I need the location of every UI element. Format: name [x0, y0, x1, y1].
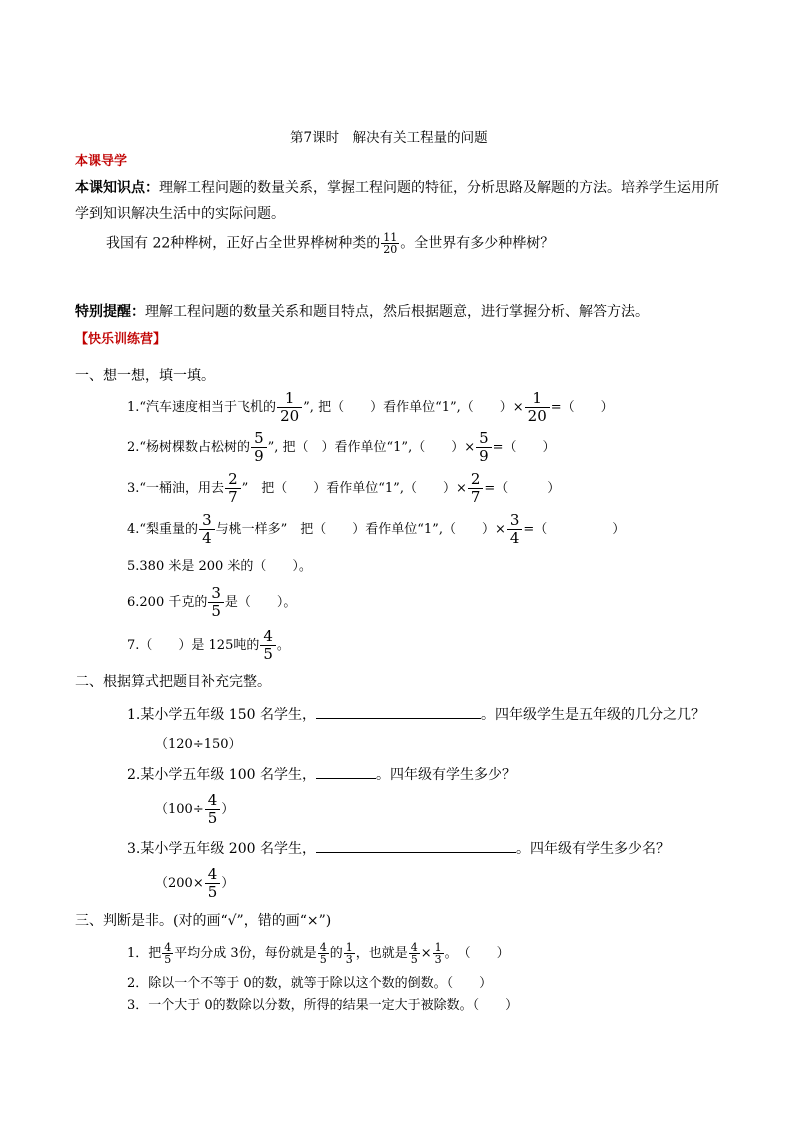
example-problem — [106, 232, 554, 255]
fraction: $\frac{2}{7}$ — [225, 471, 241, 506]
s1-question-3: 3.“一桶油，用去 $\frac{2}{7}$ ” 把（ ）看作单位“1”,（ ）× $\frac{2}{7}$ =（ ） — [127, 470, 561, 506]
reminder-label: 特别提醒： — [75, 304, 145, 320]
fraction: $\frac{5}{9}$ — [476, 430, 492, 465]
s2-formula-1: （120÷150） — [155, 737, 242, 752]
s3-question-3: 3．一个大于 0的数除以分数，所得的结果一定大于被除数。（ ） — [127, 998, 519, 1013]
section1-heading: 一、想一想，填一填。 — [75, 368, 215, 384]
section2-heading: 二、根据算式把题目补充完整。 — [75, 674, 271, 690]
s1-question-5: 5.380 米是 200 米的（ ）。 — [127, 559, 312, 574]
fraction: $\frac{4}{5}$ — [164, 941, 172, 966]
s2-question-3: 3.某小学五年级 200 名学生， 。四年级有学生多少名？ — [127, 838, 670, 859]
reminder-text: 理解工程问题的数量关系和题目特点，然后根据题意，进行掌握分析、解答方法。 — [145, 304, 649, 320]
s3-question-2: 2．除以一个不等于 0的数，就等于除以这个数的倒数。（ ） — [127, 976, 493, 991]
fraction: $\frac{4}{5}$ — [410, 941, 418, 966]
knowledge-point-cont: 学到知识解决生活中的实际问题。 — [75, 206, 285, 222]
fraction: $\frac{11}{20}$ — [383, 231, 398, 256]
practice-heading: 【快乐训练营】 — [75, 332, 167, 347]
fraction: $\frac{3}{4}$ — [507, 512, 523, 547]
section3-heading: 三、判断是非。(对的画“√”，错的画“×”) — [75, 913, 332, 929]
fraction: $\frac{2}{7}$ — [468, 471, 484, 506]
fraction: $\frac{1}{20}$ — [525, 390, 550, 425]
knowledge-point-text: 理解工程问题的数量关系，掌握工程问题的特征，分析思路及解题的方法。培养学生运用所 — [159, 180, 719, 196]
fraction: $\frac{1}{20}$ — [277, 390, 302, 425]
answer-blank[interactable] — [316, 704, 481, 719]
special-reminder — [75, 302, 649, 322]
s2-question-1: 1.某小学五年级 150 名学生， 。四年级学生是五年级的几分之几？ — [127, 704, 705, 725]
s2-question-2: 2.某小学五年级 100 名学生， 。四年级有学生多少？ — [127, 764, 516, 785]
fraction: $\frac{1}{3}$ — [345, 941, 353, 966]
fraction: $\frac{4}{5}$ — [205, 792, 221, 827]
s2-formula-3: （200× $\frac{4}{5}$ ） — [155, 865, 235, 901]
example-text: 我国有 22种桦树，正好占全世界桦树种类的 — [106, 235, 381, 252]
fraction: $\frac{5}{9}$ — [251, 430, 267, 465]
s1-question-6: 6.200 千克的 $\frac{3}{5}$ 是（ ）。 — [127, 584, 297, 620]
knowledge-point-label: 本课知识点： — [75, 180, 159, 196]
s1-question-1: 1.“汽车速度相当于飞机的 $\frac{1}{20}$ ”, 把（ ）看作单位“1”,（ ）× $\frac{1}{20}$ =（ ） — [127, 389, 614, 425]
s1-question-4: 4.“梨重量的 $\frac{3}{4}$ 与桃一样多” 把（ ）看作单位“1”,（ ）× $\frac{3}{4}$ =（ ） — [127, 511, 626, 547]
fraction: $\frac{4}{5}$ — [205, 866, 221, 901]
fraction: $\frac{4}{5}$ — [260, 628, 276, 663]
fraction: $\frac{1}{3}$ — [434, 941, 442, 966]
answer-blank[interactable] — [316, 764, 376, 779]
s1-question-2: 2.“杨树棵数占松树的 $\frac{5}{9}$ ”, 把（ ）看作单位“1”,（ ）× $\frac{5}{9}$ =（ ） — [127, 429, 556, 465]
fraction: $\frac{4}{5}$ — [319, 941, 327, 966]
fraction: $\frac{3}{4}$ — [199, 512, 215, 547]
answer-blank[interactable] — [316, 838, 516, 853]
s2-formula-2: （100÷ $\frac{4}{5}$ ） — [155, 791, 235, 827]
guide-heading: 本课导学 — [75, 154, 128, 169]
example-text-end: 。全世界有多少种桦树？ — [400, 235, 555, 252]
s3-question-1: 1．把 $\frac{4}{5}$ 平均分成 3份，每份就是 $\frac{4}{5}$ 的 $\frac{1}{3}$ ，也就是 $\frac{4}{5}$ × $\frac{1}{3}$ 。 （ ） — [127, 941, 510, 966]
fraction: $\frac{3}{5}$ — [208, 585, 224, 620]
knowledge-point — [75, 178, 719, 198]
s1-question-7: 7.（ ）是 125吨的 $\frac{4}{5}$ 。 — [127, 627, 290, 663]
page-title: 第7课时 解决有关工程量的问题 — [290, 130, 488, 146]
